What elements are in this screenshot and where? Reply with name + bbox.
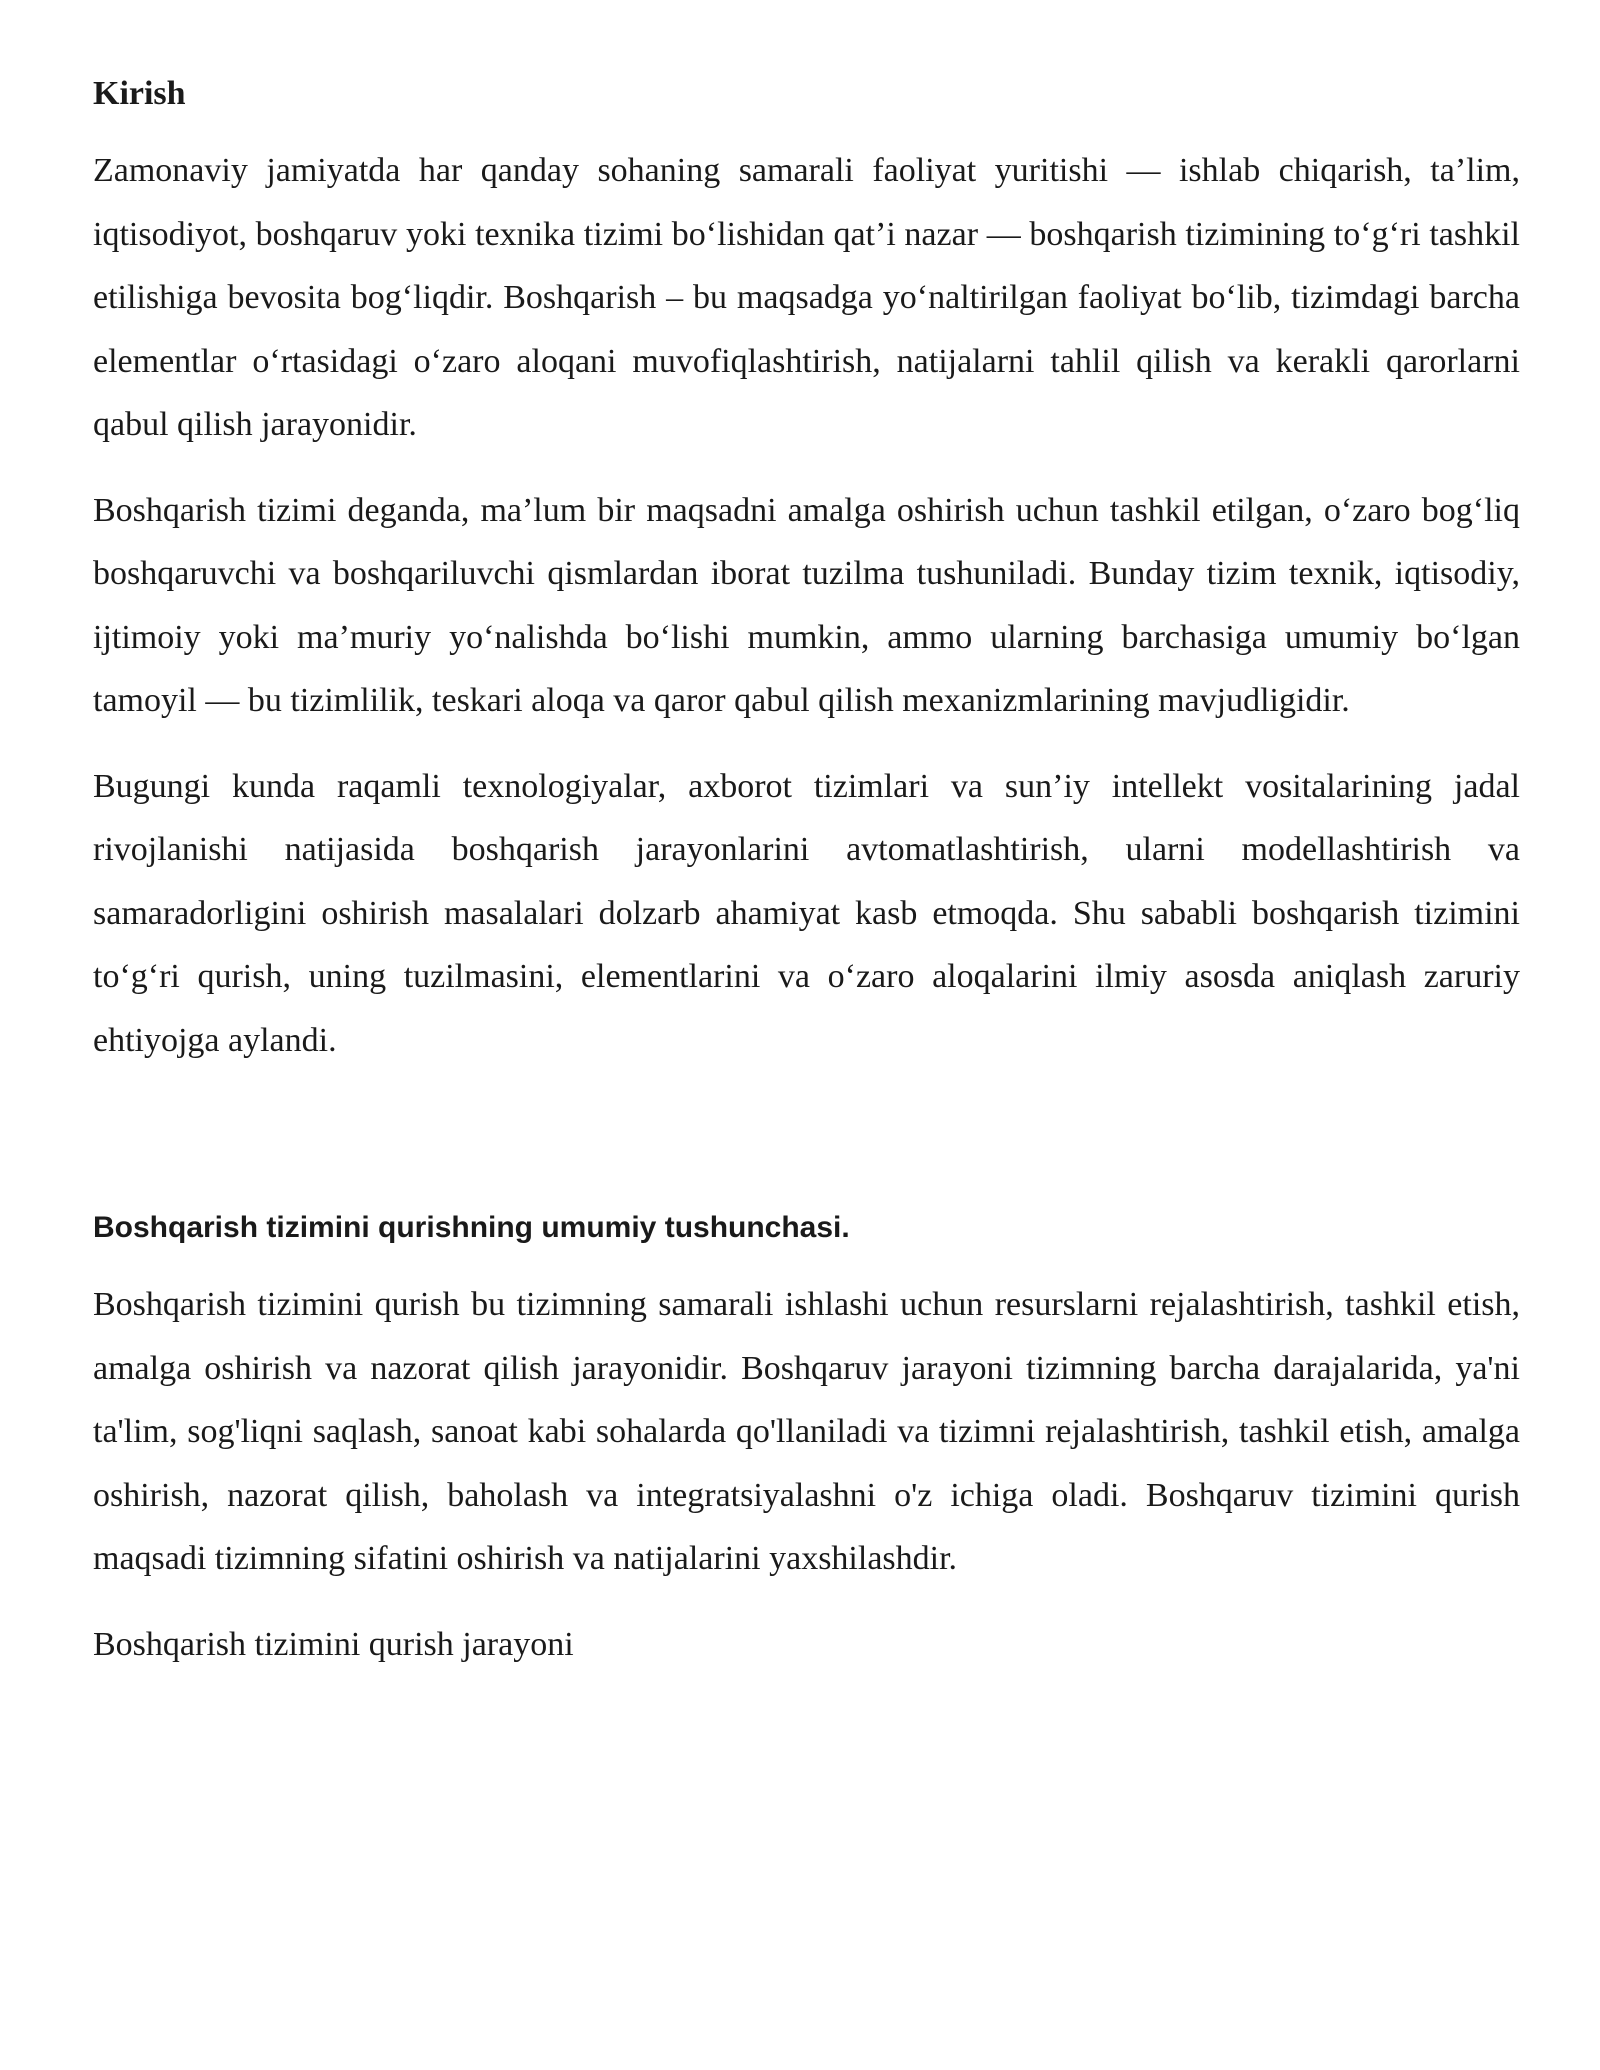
document-body [93,68,1520,1676]
section-subheading-line: Boshqarish tizimini qurish jarayoni [93,1625,574,1663]
section-paragraph: Boshqarish tizimini qurish bu tizimning samarali ishlashi uchun resurslarni rejalashtirish, tashkil etish, amalga oshirish va nazorat qilish jarayonidir. Boshqaruv jarayoni tizimning barcha darajalarida, ya'ni ta'lim, sog'liqni saqlash, sanoat kabi sohalarda qo'llaniladi va tizimni rejalashtirish, tashkil etish, amalga oshirish, nazorat qilish, baholash va integratsiyalashni o'z ichiga oladi. Boshqaruv tizimini qurish maqsadi tizimning sifatini oshirish va natijalarini yaxshilashdir. [93,1286,1520,1577]
section-heading: Boshqarish tizimini qurishning umumiy tushunchasi. [93,1211,850,1244]
section-spacer [93,1094,1520,1202]
intro-paragraph-1: Zamonaviy jamiyatda har qanday sohaning samarali faoliyat yuritishi — ishlab chiqarish, ta’lim, iqtisodiyot, boshqaruv yoki texnika tizimi bo‘lishidan qat’i nazar — boshqarish tizimining to‘g‘ri tashkil etilishiga bevosita bog‘liqdir. Boshqarish – bu maqsadga yo‘naltirilgan faoliyat bo‘lib, tizimdagi barcha elementlar o‘rtasidagi o‘zaro aloqani muvofiqlashtirish, natijalarni tahlil qilish va kerakli qarorlarni qabul qilish jarayonidir. [93,152,1520,443]
intro-heading: Kirish [93,75,186,112]
intro-paragraph-2: Boshqarish tizimi deganda, ma’lum bir maqsadni amalga oshirish uchun tashkil etilgan, o‘zaro bog‘liq boshqaruvchi va boshqariluvchi qismlardan iborat tuzilma tushuniladi. Bunday tizim texnik, iqtisodiy, ijtimoiy yoki ma’muriy yo‘nalishda bo‘lishi mumkin, ammo ularning barchasiga umumiy bo‘lgan tamoyil — bu tizimlilik, teskari aloqa va qaror qabul qilish mexanizmlarining mavjudligidir. [93,491,1520,719]
intro-paragraph-3: Bugungi kunda raqamli texnologiyalar, axborot tizimlari va sun’iy intellekt vositalarining jadal rivojlanishi natijasida boshqarish jarayonlarini avtomatlashtirish, ularni modellashtirish va samaradorligini oshirish masalalari dolzarb ahamiyat kasb etmoqda. Shu sababli boshqarish tizimini to‘g‘ri qurish, uning tuzilmasini, elementlarini va o‘zaro aloqalarini ilmiy asosda aniqlash zaruriy ehtiyojga aylandi. [93,767,1520,1059]
